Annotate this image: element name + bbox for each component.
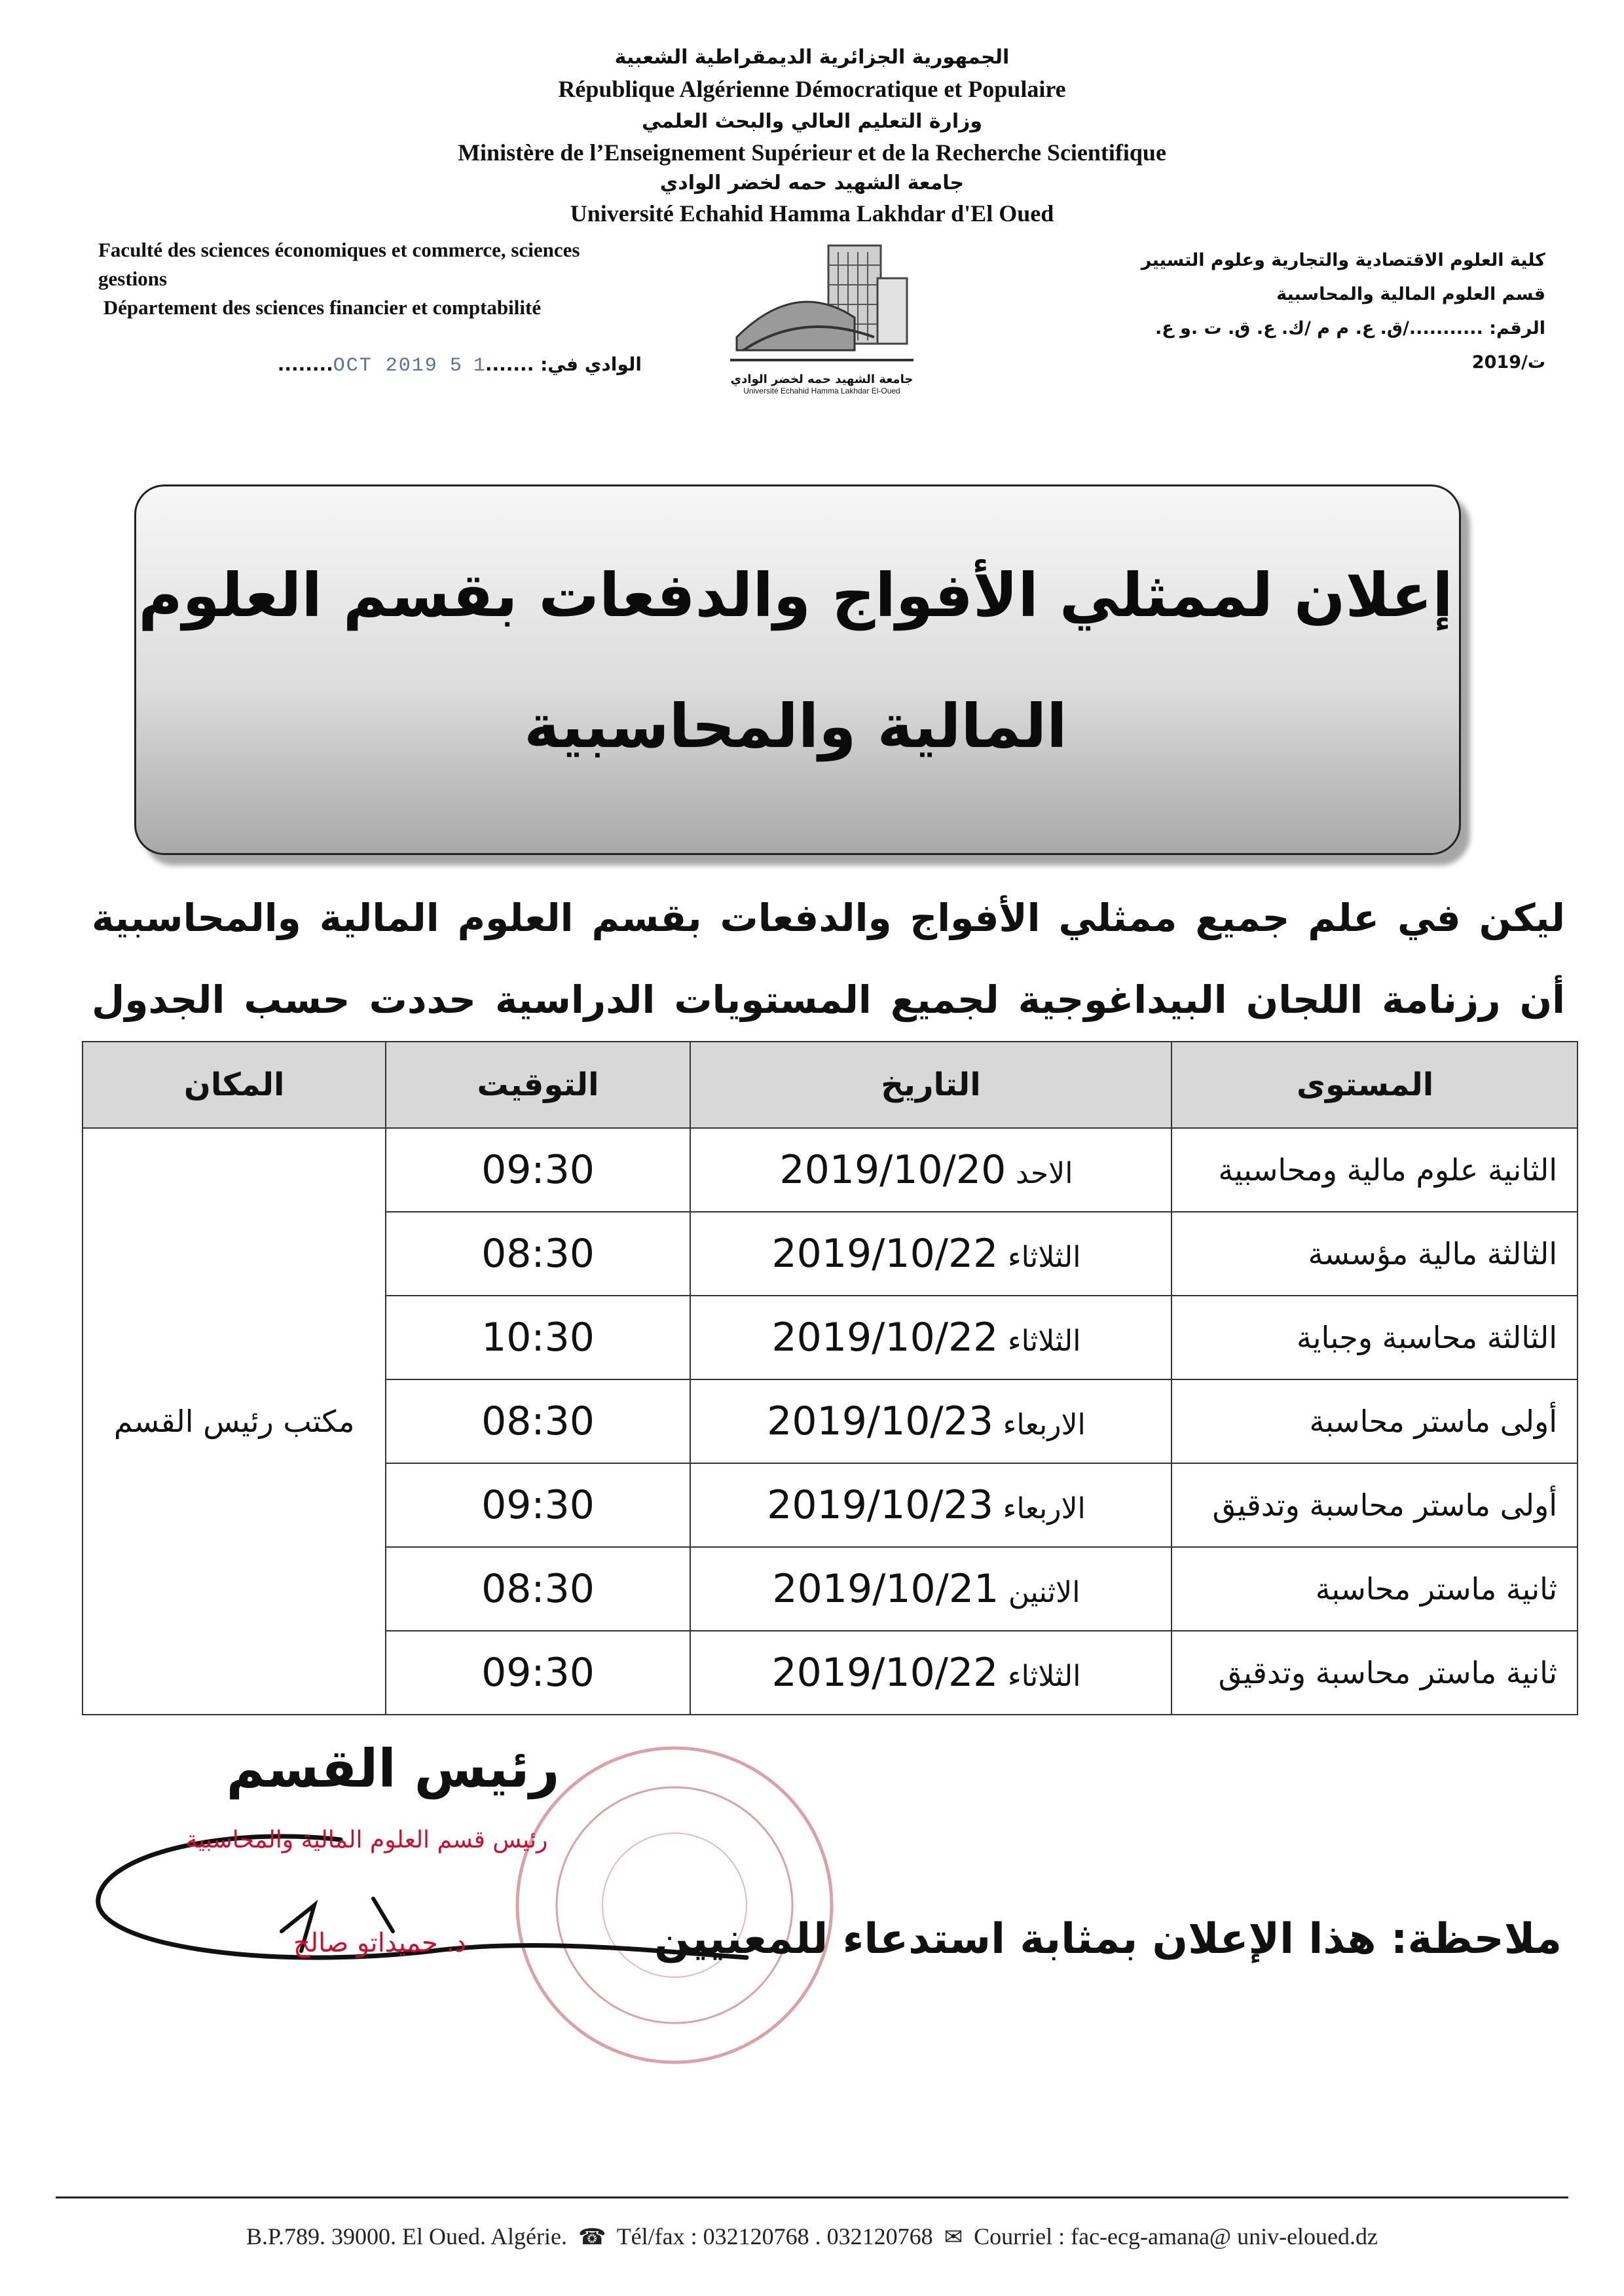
faculty-arabic: كلية العلوم الاقتصادية والتجارية وعلوم التسيير — [1141, 250, 1545, 270]
table-header-row — [83, 1042, 1578, 1128]
row-time: 10:30 — [386, 1296, 690, 1379]
place-cell: مكتب رئيس القسم — [83, 1128, 386, 1715]
ministry-arabic: وزارة التعليم العالي والبحث العلمي — [641, 110, 983, 133]
row-date-cell — [690, 1212, 1172, 1296]
footer — [0, 2223, 1624, 2250]
faculty-french-block — [98, 236, 714, 322]
row-level: الثالثة محاسبة وجباية — [1172, 1296, 1578, 1379]
row-date: 2019/10/23 — [767, 1398, 993, 1444]
row-date-cell — [690, 1463, 1172, 1547]
row-date-cell — [690, 1631, 1172, 1715]
signature-title: رئيس القسم — [226, 1738, 560, 1799]
footer-tel: Tél/fax : 032120768 . 032120768 — [616, 2223, 933, 2250]
footer-address: B.P.789. 39000. El Oued. Algérie. — [246, 2223, 567, 2250]
date-dots-right: ....... — [485, 354, 534, 375]
row-day: الثلاثاء — [1007, 1241, 1081, 1274]
faculty-french-line1: Faculté des sciences économiques et commerce, sciences — [98, 238, 580, 261]
row-date-cell — [690, 1296, 1172, 1379]
date-label: الوادي في: — [534, 354, 642, 375]
university-french: Université Echahid Hamma Lakhdar d'El Oued — [570, 200, 1054, 227]
row-day: الاثنين — [1008, 1576, 1080, 1609]
university-building-icon — [724, 239, 920, 370]
row-date: 2019/10/22 — [771, 1650, 999, 1696]
title-line1: إعلان لممثلي الأفواج والدفعات بقسم العلوم — [138, 560, 1453, 630]
row-day: الاحد — [1015, 1157, 1073, 1190]
row-time: 08:30 — [386, 1379, 690, 1463]
header-place: المكان — [83, 1042, 386, 1128]
date-dots-left: ........ — [277, 354, 333, 375]
row-day: الاربعاء — [1003, 1492, 1086, 1525]
header-time: التوقيت — [386, 1042, 690, 1128]
row-date-cell — [690, 1128, 1172, 1212]
header-date: التاريخ — [690, 1042, 1172, 1128]
announcement-title — [134, 530, 1457, 792]
stamp-department: رئيس قسم العلوم المالية والمحاسبية — [185, 1827, 548, 1853]
table-row — [83, 1128, 1578, 1212]
header-level: المستوى — [1172, 1042, 1578, 1128]
row-date-cell — [690, 1379, 1172, 1463]
university-logo — [724, 239, 920, 403]
note-text: ملاحظة: هذا الإعلان بمثابة استدعاء للمعنيين — [654, 1915, 1562, 1963]
row-date: 2019/10/20 — [779, 1147, 1006, 1193]
schedule-table — [82, 1041, 1578, 1715]
faculty-arabic-block — [1074, 244, 1545, 380]
row-day: الثلاثاء — [1007, 1324, 1081, 1358]
row-day: الاربعاء — [1003, 1408, 1086, 1442]
row-day: الثلاثاء — [1007, 1660, 1081, 1693]
department-arabic: قسم العلوم المالية والمحاسبية — [1276, 284, 1545, 304]
republic-arabic: الجمهورية الجزائرية الديمقراطية الشعبية — [614, 46, 1010, 69]
date-stamp: 1 5 OCT 2019 — [333, 355, 485, 377]
faculty-french-line2: gestions — [98, 267, 168, 290]
stamp-name: د. حميداتو صالح — [293, 1928, 466, 1958]
row-date: 2019/10/22 — [771, 1315, 999, 1360]
row-time: 09:30 — [386, 1128, 690, 1212]
mail-icon: ✉ — [944, 2224, 963, 2250]
reference-year: ت/2019 — [1471, 352, 1545, 373]
row-time: 08:30 — [386, 1547, 690, 1631]
phone-icon: ☎ — [578, 2224, 606, 2250]
row-time: 08:30 — [386, 1212, 690, 1296]
row-time: 09:30 — [386, 1463, 690, 1547]
reference-number: الرقم: .........../ق. ع. م م /ك. ع. ق. ت .و ع. — [1154, 318, 1545, 338]
title-line2: المالية والمحاسبية — [524, 691, 1067, 761]
footer-divider — [56, 2196, 1568, 2198]
logo-caption-arabic: جامعة الشهيد حمه لخضر الوادي — [730, 373, 913, 386]
row-level: ثانية ماستر محاسبة وتدقيق — [1172, 1631, 1578, 1715]
footer-mail: Courriel : fac-ecg-amana@ univ-eloued.dz — [974, 2223, 1378, 2250]
row-level: أولى ماستر محاسبة وتدقيق — [1172, 1463, 1578, 1547]
row-level: ثانية ماستر محاسبة — [1172, 1547, 1578, 1631]
logo-caption-french: Université Echahid Hamma Lakhdar El-Oued — [743, 386, 900, 395]
ministry-french: Ministère de l’Enseignement Supérieur et de la Recherche Scientifique — [458, 139, 1166, 166]
republic-french: République Algérienne Démocratique et Populaire — [558, 76, 1066, 102]
row-time: 09:30 — [386, 1631, 690, 1715]
row-level: أولى ماستر محاسبة — [1172, 1379, 1578, 1463]
row-level: الثانية علوم مالية ومحاسبية — [1172, 1128, 1578, 1212]
announcement-paragraph: ليكن في علم جميع ممثلي الأفواج والدفعات بقسم العلوم المالية والمحاسبية أن رزنامة اللجان البيداغوجية لجميع المستويات الدراسية حددت حسب الجدول — [92, 896, 1565, 1022]
row-date: 2019/10/23 — [767, 1482, 993, 1528]
row-date-cell — [690, 1547, 1172, 1631]
row-level: الثالثة مالية مؤسسة — [1172, 1212, 1578, 1296]
department-french: Département des sciences financier et comptabilité — [98, 296, 542, 319]
row-date: 2019/10/21 — [772, 1566, 999, 1612]
university-arabic: جامعة الشهيد حمه لخضر الوادي — [659, 172, 965, 194]
row-date: 2019/10/22 — [771, 1231, 999, 1277]
date-line — [236, 354, 642, 377]
